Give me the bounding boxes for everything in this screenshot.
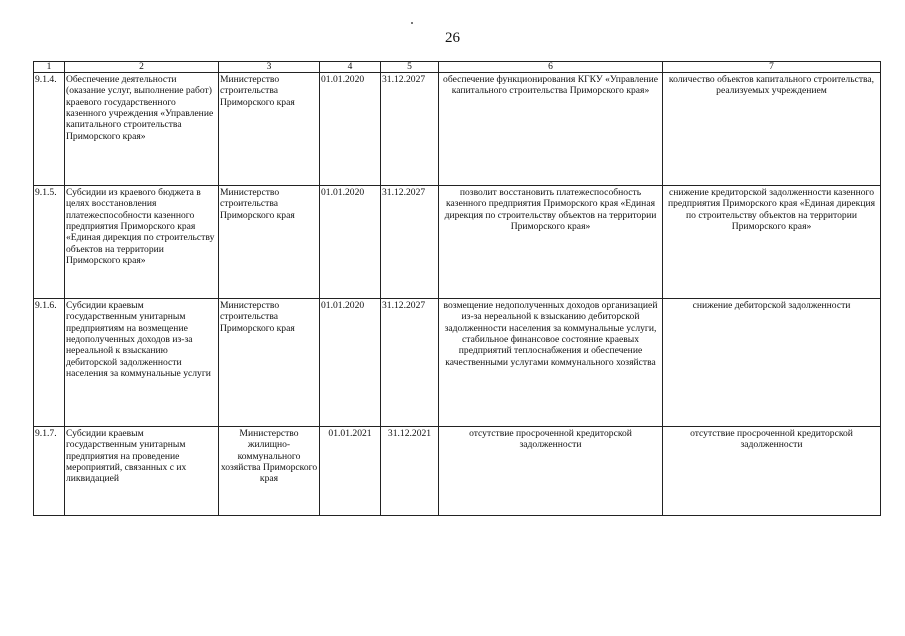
column-header: 6 (439, 62, 663, 73)
scan-dot (411, 22, 413, 24)
item-description: Обеспечение деятельности (оказание услуг, выполнение работ) краевого государственного казенного учреждения «Управление капитального строительства Приморского края» (65, 73, 219, 186)
item-start-date: 01.01.2020 (320, 73, 381, 186)
item-start-date: 01.01.2020 (320, 299, 381, 427)
item-number: 9.1.6. (34, 299, 65, 427)
item-number: 9.1.4. (34, 73, 65, 186)
item-result: обеспечение функционирования КГКУ «Управление капитального строительства Приморского края» (439, 73, 663, 186)
item-result: позволит восстановить платежеспособность казенного предприятия Приморского края «Единая дирекция по строительству объектов на территории Приморского края» (439, 186, 663, 299)
item-executor: Министерство строительства Приморского края (219, 73, 320, 186)
item-description: Субсидии из краевого бюджета в целях восстановления платежеспособности казенного предприятия Приморского края «Единая дирекция по строительству объектов на территории Приморского края» (65, 186, 219, 299)
item-indicator: отсутствие просроченной кредиторской задолженности (663, 427, 881, 516)
table-row (34, 299, 881, 427)
item-indicator: снижение дебиторской задолженности (663, 299, 881, 427)
item-end-date: 31.12.2021 (381, 427, 439, 516)
item-number: 9.1.7. (34, 427, 65, 516)
column-header: 4 (320, 62, 381, 73)
item-executor: Министерство строительства Приморского края (219, 186, 320, 299)
item-result: возмещение недополученных доходов организацией из-за нереальной к взысканию дебиторской задолженности населения за коммунальные услуги, стабильное финансовое состояние краевых предприятий теплоснабжения и обеспечение качественными услугами коммунального хозяйства (439, 299, 663, 427)
item-result: отсутствие просроченной кредиторской задолженности (439, 427, 663, 516)
item-executor: Министерство строительства Приморского края (219, 299, 320, 427)
item-end-date: 31.12.2027 (381, 73, 439, 186)
header-row (34, 62, 881, 73)
table-row (34, 186, 881, 299)
column-header: 3 (219, 62, 320, 73)
item-indicator: снижение кредиторской задолженности казенного предприятия Приморского края «Единая дирекция по строительству объектов на территории Приморского края» (663, 186, 881, 299)
item-description: Субсидии краевым государственным унитарным предприятиям на возмещение недополученных доходов из-за нереальной к взысканию дебиторской задолженности населения за коммунальные услуги (65, 299, 219, 427)
column-header: 5 (381, 62, 439, 73)
item-end-date: 31.12.2027 (381, 299, 439, 427)
column-header: 7 (663, 62, 881, 73)
program-activities-table (33, 61, 881, 516)
table-row (34, 73, 881, 186)
item-start-date: 01.01.2020 (320, 186, 381, 299)
item-start-date: 01.01.2021 (320, 427, 381, 516)
item-number: 9.1.5. (34, 186, 65, 299)
column-header: 1 (34, 62, 65, 73)
item-end-date: 31.12.2027 (381, 186, 439, 299)
column-header: 2 (65, 62, 219, 73)
table-row (34, 427, 881, 516)
item-indicator: количество объектов капитального строительства, реализуемых учреждением (663, 73, 881, 186)
item-description: Субсидии краевым государственным унитарным предприятия на проведение мероприятий, связанных с их ликвидацией (65, 427, 219, 516)
page-number: 26 (445, 30, 460, 46)
item-executor: Министерство жилищно-коммунального хозяйства Приморского края (219, 427, 320, 516)
